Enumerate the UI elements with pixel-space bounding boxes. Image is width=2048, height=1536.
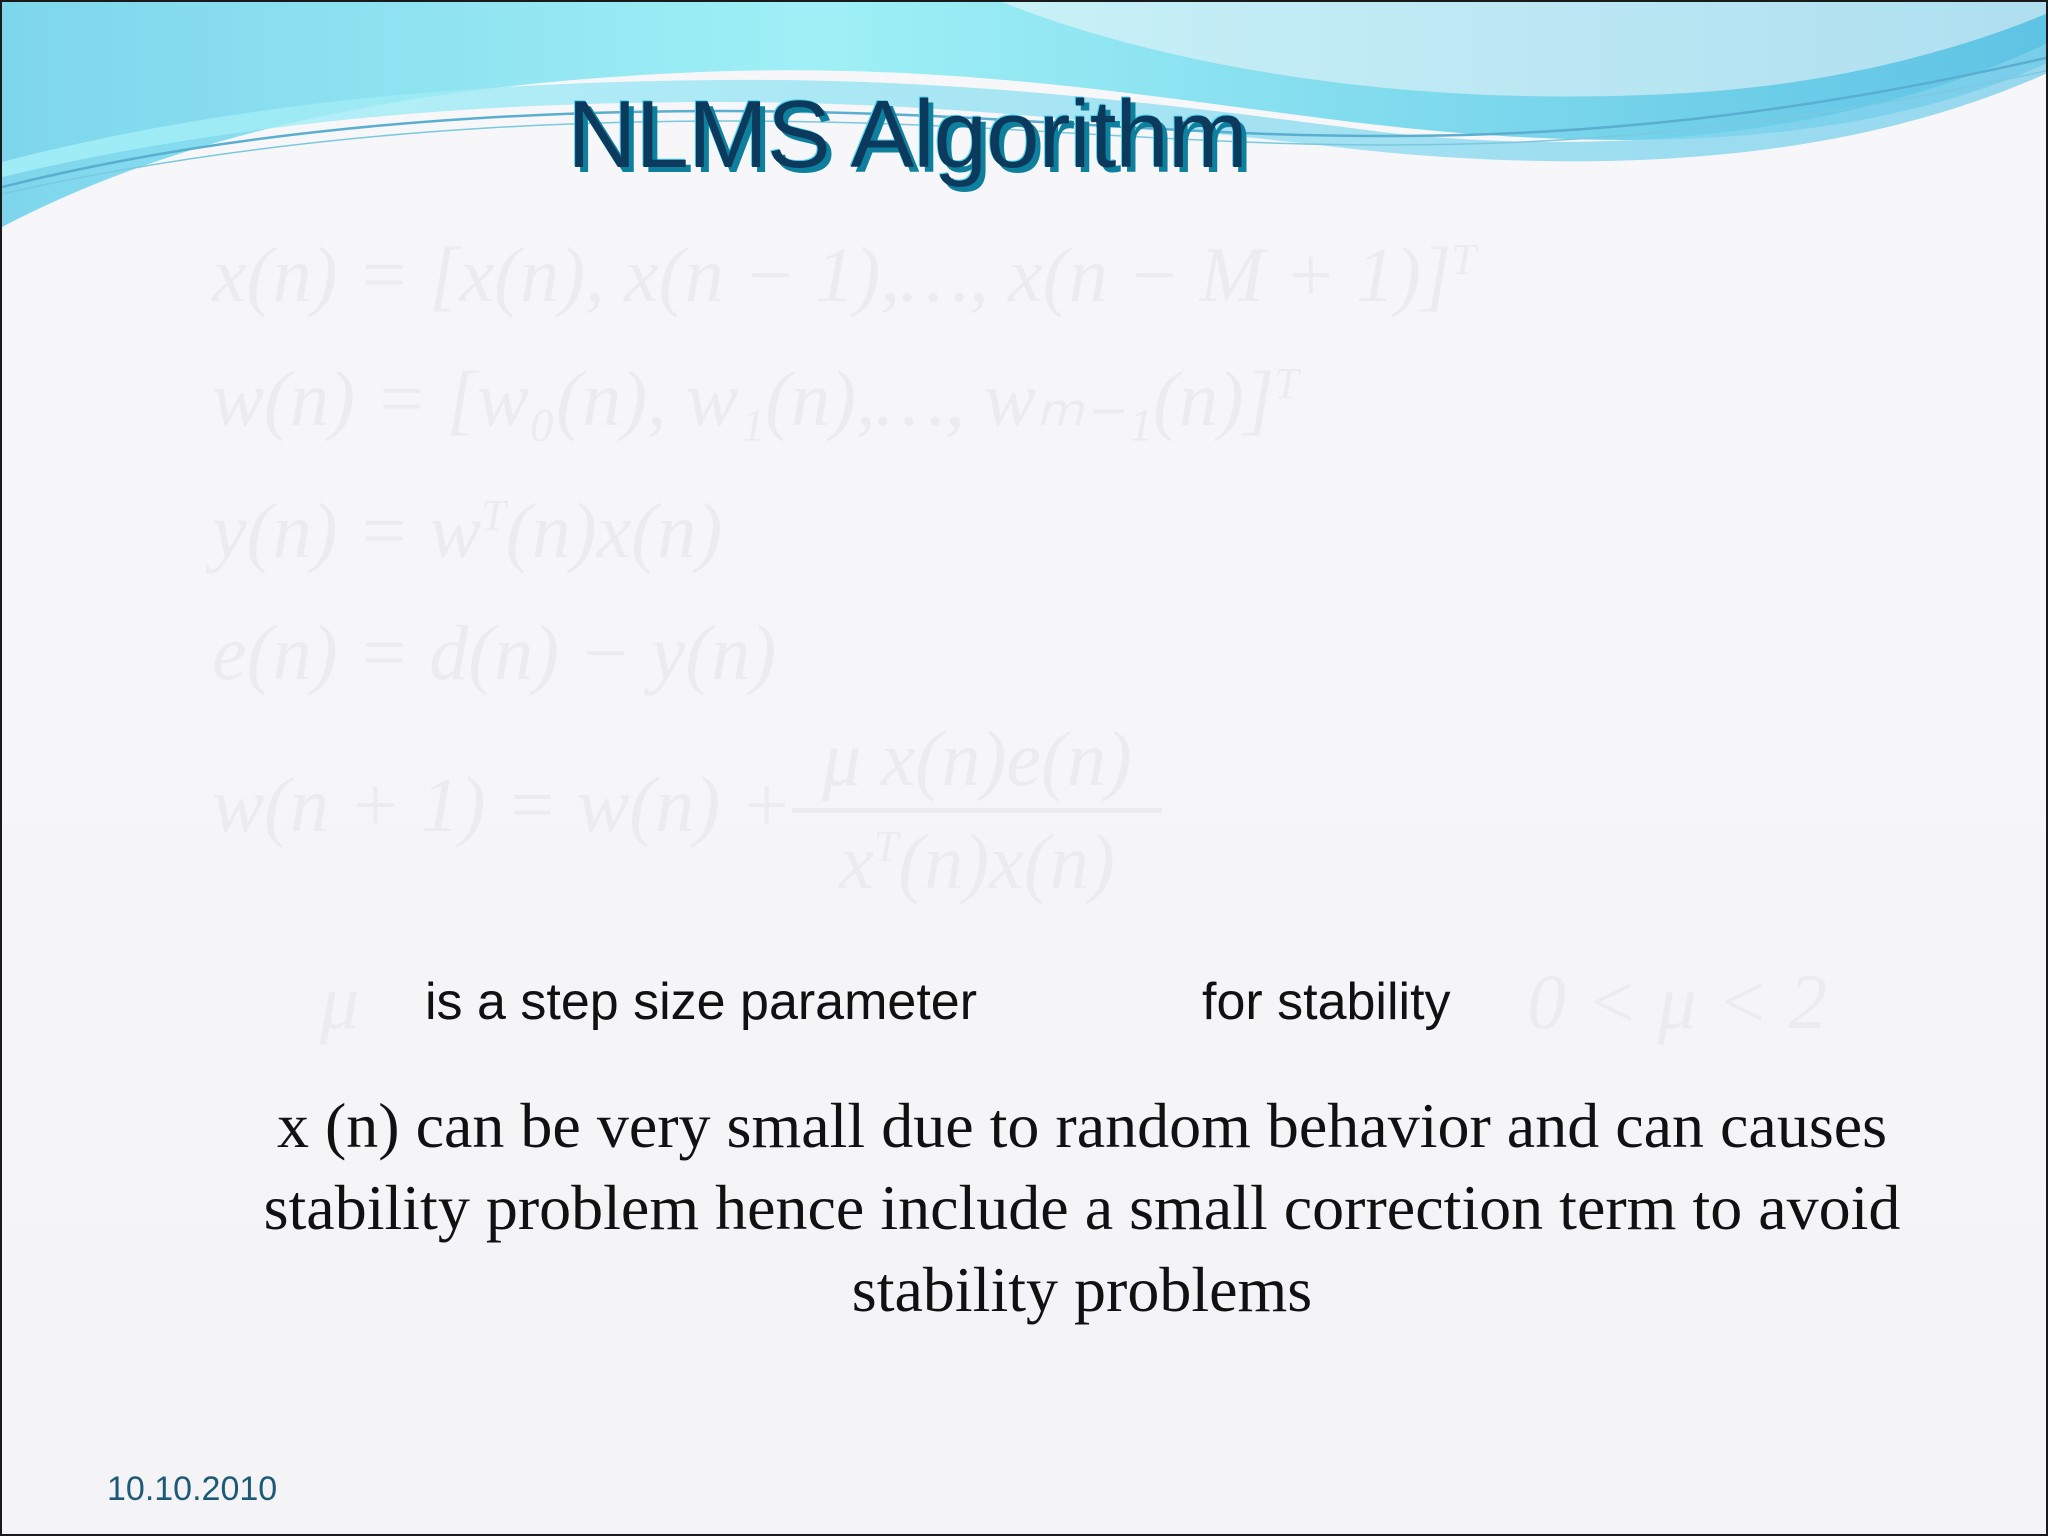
stability-range: 0 < μ < 2	[1527, 958, 1828, 1045]
body-line-2: stability problem hence include a small correction term to avoid	[263, 1172, 1901, 1243]
equation-x-vector-sup: T	[1451, 235, 1476, 284]
equation-w-vector	[212, 354, 1299, 444]
equation-update-den-sup: T	[873, 822, 899, 871]
equation-update-numerator: μ x(n)e(n)	[822, 715, 1132, 802]
equation-output-rest: (n)x(n)	[505, 487, 723, 574]
stability-text: for stability	[1202, 973, 1451, 1031]
equation-w-vector-text: w(n) = [w₀(n), w₁(n),…, wₘ₋₁(n)]	[212, 355, 1275, 442]
equation-error: e(n) = d(n) − y(n)	[212, 609, 777, 696]
equation-update-fraction	[792, 714, 1162, 907]
slide-title: NLMS Algorithm	[567, 81, 1247, 188]
equation-update-denominator	[792, 817, 1162, 907]
body-paragraph	[182, 1085, 1982, 1331]
equation-update-den-a: x	[839, 818, 874, 905]
equation-output	[212, 486, 722, 576]
slide-date: 10.10.2010	[107, 1470, 278, 1508]
equation-update-den-b: (n)x(n)	[898, 818, 1115, 905]
body-line-3: stability problems	[851, 1254, 1313, 1325]
equation-w-vector-sup: T	[1274, 359, 1299, 408]
equation-update-lhs: w(n + 1) = w(n) +	[212, 761, 793, 848]
equation-x-vector	[212, 230, 1476, 320]
equation-x-vector-text: x(n) = [x(n), x(n − 1),…, x(n − M + 1)]	[212, 231, 1452, 318]
equation-output-text: y(n) = w	[212, 487, 482, 574]
fraction-bar	[792, 808, 1162, 813]
body-line-1: x (n) can be very small due to random behavior and can causes	[276, 1090, 1888, 1161]
step-size-text: is a step size parameter	[425, 973, 978, 1031]
equation-output-sup: T	[481, 491, 506, 540]
mu-symbol: μ	[320, 958, 360, 1045]
